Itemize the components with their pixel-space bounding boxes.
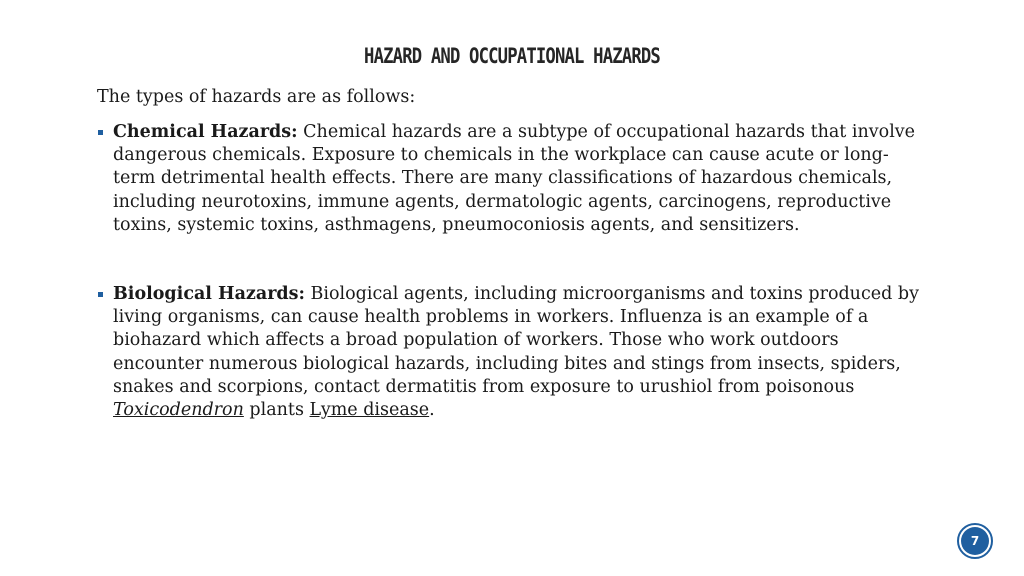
bullet-heading: Biological Hazards:: [113, 284, 305, 305]
lyme-disease-link[interactable]: Lyme disease: [309, 400, 430, 421]
toxicodendron-link[interactable]: Toxicodendron: [113, 400, 244, 421]
bullet-chemical-hazards: [97, 121, 927, 237]
page-number: 7: [961, 527, 989, 555]
square-bullet-icon: [98, 292, 103, 297]
bullet-text: Chemical hazards are a subtype of occupational hazards that involve dangerous chemicals. Exposure to chemicals in the workplace can cause acute or long-term detrimental health effects. There are many classifications of hazardous chemicals, including neurotoxins, immune agents, dermatologic agents, carcinogens, reproductive toxins, systemic toxins, asthmagens, pneumoconiosis agents, and sensitizers.: [113, 122, 916, 235]
intro-text: The types of hazards are as follows:: [97, 87, 416, 107]
page-number-badge: [957, 523, 993, 559]
bullet-text-end: .: [429, 400, 435, 421]
bullet-heading: Chemical Hazards:: [113, 122, 298, 142]
slide-title: HAZARD AND OCCUPATIONAL HAZARDS: [364, 44, 660, 68]
bullet-text-mid: plants: [243, 400, 310, 421]
square-bullet-icon: [98, 130, 103, 135]
bullet-text: Biological agents, including microorganisms and toxins produced by living organisms, can cause health problems in workers. Influenza is an example of a biohazard which affects a broad population of workers. Those who work outdoors encounter numerous biological hazards, including bites and stings from insects, spiders, snakes and scorpions, contact dermatitis from exposure to urushiol from poisonous: [113, 284, 919, 397]
bullet-list: [97, 121, 927, 422]
bullet-biological-hazards: [97, 283, 927, 422]
